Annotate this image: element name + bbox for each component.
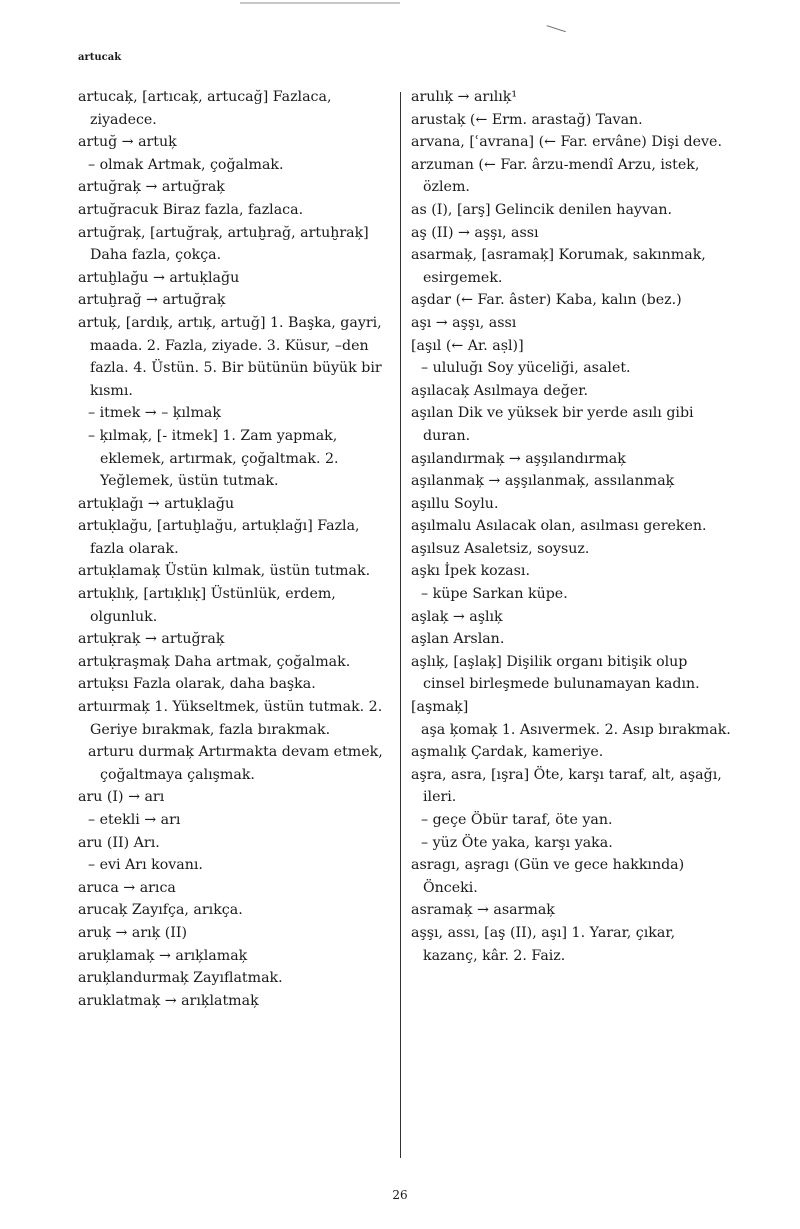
- dictionary-entry: aşdar (← Far. âster) Kaba, kalın (bez.): [411, 292, 682, 309]
- dictionary-entry: artuırmaķ 1. Yükseltmek, üstün tutmak. 2. Geriye bırakmak, fazla bırakmak.: [78, 699, 383, 738]
- dictionary-entry: aşlıķ, [aşlaķ] Dişilik organı bitişik olup cinsel birleşmede bulunamayan kadın.: [411, 653, 700, 693]
- dictionary-entry: aşıllu Soylu.: [411, 495, 499, 512]
- dictionary-entry: arzuman (← Far. ârzu-mendî Arzu, istek, özlem.: [411, 156, 700, 196]
- dictionary-entry: artuķ, [ardıķ, artıķ, artuğ] 1. Başka, gayri, maada. 2. Fazla, ziyade. 3. Küsur, –den fazla. 4. Üstün. 5. Bir bütünün büyük bir kısmı.: [78, 314, 382, 399]
- dictionary-entry: asragı, aşragı (Gün ve gece hakkında) Önceki.: [411, 857, 685, 896]
- dictionary-entry: asarmaķ, [asramaķ] Korumak, sakınmak, esirgemek.: [411, 247, 706, 286]
- dictionary-subentry: – ķılmaķ, [- itmek] 1. Zam yapmak, eklemek, artırmak, çoğaltmak. 2. Yeğlemek, üstün tutmak.: [88, 427, 339, 490]
- dictionary-entry: aşlaķ → aşlıķ: [411, 608, 503, 625]
- dictionary-entry: aşılmalu Asılacak olan, asılması gereken.: [411, 518, 707, 535]
- dictionary-entry: aşkı İpek kozası.: [411, 563, 530, 580]
- dictionary-entry: arvana, [ʿavrana] (← Far. ervâne) Dişi deve.: [411, 134, 722, 151]
- dictionary-entry: aru (I) → arı: [78, 789, 165, 806]
- dictionary-entry: artuḳsı Fazla olarak, daha başka.: [78, 676, 316, 693]
- dictionary-entry: aruķlamaķ → arıķlamaķ: [78, 947, 248, 964]
- dictionary-entry: aşşı, assı, [aş (II), aşı] 1. Yarar, çıkar, kazanç, kâr. 2. Faiz.: [411, 924, 676, 964]
- dictionary-entry: aşra, asra, [ışra] Öte, karşı taraf, alt, aşağı, ileri.: [411, 766, 722, 806]
- dictionary-entry: aruķlandurmaķ Zayıflatmak.: [78, 970, 283, 987]
- dictionary-entry: arulıķ → arılıķ¹: [411, 89, 518, 105]
- dictionary-entry: as (I), [arş] Gelincik denilen hayvan.: [411, 201, 673, 218]
- scan-artifact-mark: [544, 25, 566, 40]
- dictionary-entry: aruķ → arıķ (II): [78, 924, 188, 941]
- dictionary-entry: artuḳlamaķ Üstün kılmak, üstün tutmak.: [78, 563, 371, 580]
- dictionary-entry: arucaķ Zayıfça, arıkça.: [78, 902, 243, 919]
- dictionary-subentry: – geçe Öbür taraf, öte yan.: [421, 812, 613, 828]
- dictionary-entry: artuḳraķ → artuğraķ: [78, 631, 225, 648]
- dictionary-subentry: – olmak Artmak, çoğalmak.: [88, 156, 284, 173]
- dictionary-entry: aru (II) Arı.: [78, 834, 160, 851]
- page-number: 26: [392, 1188, 408, 1202]
- dictionary-entry: aşılacaķ Asılmaya değer.: [411, 382, 588, 399]
- dictionary-entry: artuḳlağu, [artuḫlağu, artuḳlağı] Fazla, fazla olarak.: [78, 518, 360, 557]
- dictionary-entry: artuḳraşmaķ Daha artmak, çoğalmak.: [78, 653, 351, 670]
- dictionary-entry: artuḫrağ → artuğraķ: [78, 292, 226, 309]
- dictionary-entry: [aşmaķ]: [411, 699, 469, 716]
- dictionary-entry: artuğraķ, [artuğraķ, artuḫrağ, artuḫraķ] Daha fazla, çokça.: [78, 224, 369, 264]
- dictionary-entry: artuğ → artuķ: [78, 134, 177, 151]
- dictionary-entry: asramaķ → asarmaķ: [411, 902, 555, 919]
- dictionary-subentry: – etekli → arı: [88, 812, 181, 828]
- dictionary-entry: artucaķ, [artıcaķ, artucağ] Fazlaca, ziyadece.: [78, 89, 332, 128]
- dictionary-entry: aşmalıķ Çardak, kameriye.: [411, 744, 604, 761]
- dictionary-subentry: aşa ķomaķ 1. Asıvermek. 2. Asıp bırakmak.: [421, 721, 731, 738]
- running-head: artucak: [78, 52, 122, 63]
- dictionary-subentry: arturu durmaķ Artırmakta devam etmek, çoğaltmaya çalışmak.: [88, 744, 383, 783]
- dictionary-entry: aşılanmaķ → aşşılanmaķ, assılanmaķ: [411, 473, 675, 490]
- dictionary-entry: artuğraķ → artuğraķ: [78, 179, 225, 196]
- column-divider: [400, 92, 401, 1158]
- dictionary-subentry: – yüz Öte yaka, karşı yaka.: [421, 834, 613, 851]
- dictionary-entry: artuḳlağı → artuḳlağu: [78, 495, 235, 512]
- left-column: [78, 86, 390, 1012]
- dictionary-entry: artuğracuk Biraz fazla, fazlaca.: [78, 201, 304, 218]
- dictionary-entry: [aşıl (← Ar. aṣl)]: [411, 337, 524, 354]
- dictionary-entry: aşılsuz Asaletsiz, soysuz.: [411, 540, 590, 557]
- dictionary-entry: aşılandırmaķ → aşşılandırmaķ: [411, 450, 626, 467]
- dictionary-entry: aşı → aşşı, assı: [411, 314, 517, 331]
- dictionary-entry: aş (II) → aşşı, assı: [411, 224, 539, 241]
- dictionary-entry: artuḫlağu → artuḳlağu: [78, 269, 240, 286]
- dictionary-subentry: – küpe Sarkan küpe.: [421, 586, 568, 603]
- dictionary-subentry: – evi Arı kovanı.: [88, 857, 203, 874]
- dictionary-entry: aruca → arıca: [78, 879, 176, 896]
- right-column: [411, 86, 733, 967]
- dictionary-entry: aşılan Dik ve yüksek bir yerde asılı gibi duran.: [411, 405, 694, 444]
- scan-artifact-line: [240, 2, 400, 4]
- dictionary-entry: aşlan Arslan.: [411, 631, 505, 648]
- dictionary-subentry: – ululuğı Soy yüceliği, asalet.: [421, 360, 631, 377]
- dictionary-entry: artuḳlıķ, [artıḳlıḳ] Üstünlük, erdem, olgunluk.: [78, 586, 336, 625]
- dictionary-entry: arustaķ (← Erm. arastağ) Tavan.: [411, 111, 643, 128]
- dictionary-subentry: – itmek → – ķılmaķ: [88, 405, 221, 422]
- dictionary-entry: aruklatmaķ → arıķlatmaķ: [78, 992, 259, 1009]
